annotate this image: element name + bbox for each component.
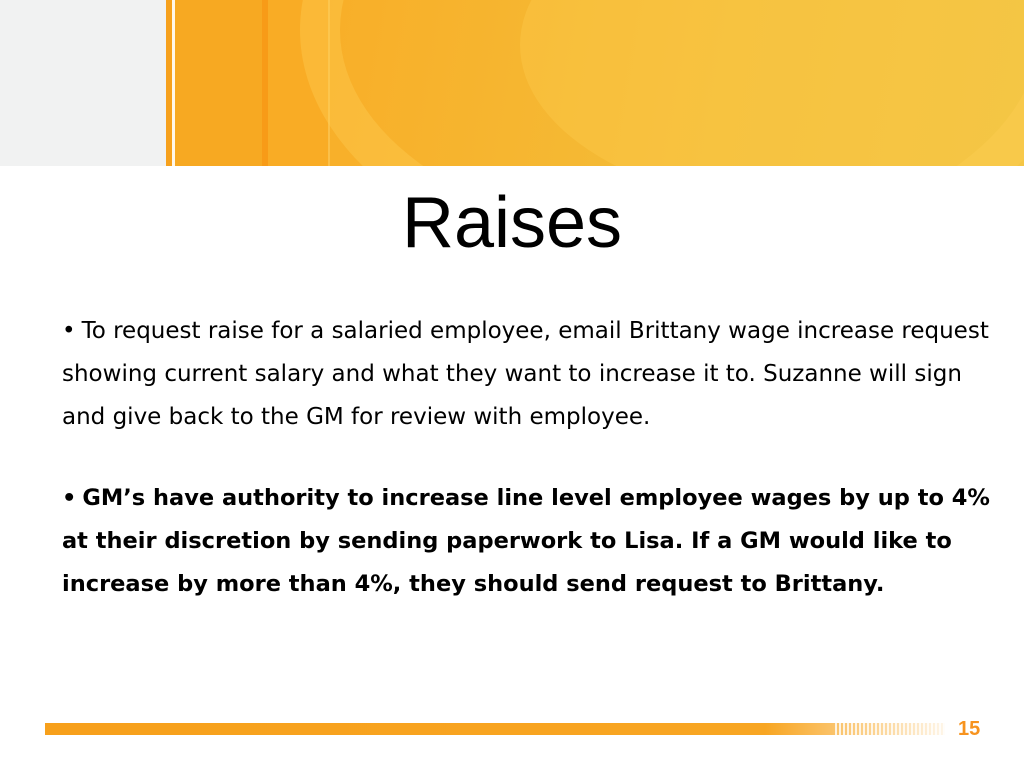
bullet-item: [62, 477, 1002, 606]
header-banner: [0, 0, 1024, 166]
bullet-text: To request raise for a salaried employee, email Brittany wage increase request showing current salary and what they want to increase it to. Suzanne will sign and give back to the GM for review with employee.: [62, 318, 989, 430]
bullet-icon: •: [62, 318, 76, 344]
bullet-icon: •: [62, 485, 77, 511]
banner-stripe: [175, 0, 265, 166]
footer-dots: [835, 723, 945, 735]
footer-bar: [45, 723, 945, 735]
slide-body: [62, 310, 1002, 644]
slide-title: Raises: [401, 183, 623, 263]
bullet-item: [62, 310, 1002, 439]
bullet-text: GM’s have authority to increase line level employee wages by up to 4% at their discretion by sending paperwork to Lisa. If a GM would like to increase by more than 4%, they should send request to Brittany.: [62, 485, 990, 597]
page-number: 15: [958, 718, 981, 740]
banner-left-panel: [0, 0, 166, 166]
banner-arc: [520, 0, 1024, 166]
